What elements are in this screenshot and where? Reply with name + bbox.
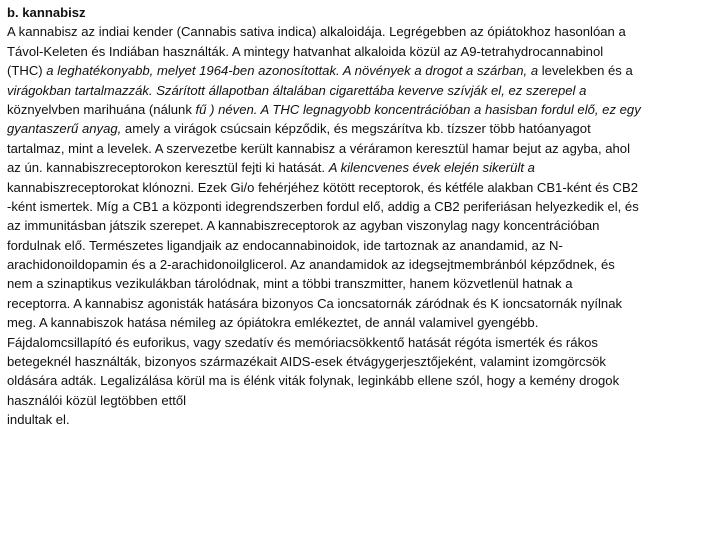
text-run: Fájdalomcsillapító és euforikus, vagy szedatív és memóriacsökkentő hatását régóta ismerték és rákos [7, 334, 598, 350]
text-line [7, 139, 713, 158]
italic-text-run: A kilencvenes évek elején sikerült a [328, 160, 535, 176]
text-run: betegeknél használták, bizonyos származékait AIDS-esek étvágygerjesztőjeként, valamint izomgörcsök [7, 354, 606, 370]
text-line [7, 119, 713, 138]
text-line [7, 333, 713, 352]
text-run: amely a virágok csúcsain képződik, és megszárítva kb. tízszer több hatóanyagot [124, 121, 591, 137]
text-run: fordulnak elő. Természetes ligandjaik az endocannabinoidok, ide tartoznak az anandamid, az N- [7, 237, 563, 253]
text-run: kannabiszreceptorokat klónozni. Ezek Gi/o fehérjéhez kötött receptorok, és kétféle alakban CB1-ként és CB2 [7, 179, 639, 195]
text-line [7, 216, 713, 235]
body-paragraph [7, 22, 713, 429]
text-line [7, 100, 713, 119]
italic-text-run: gyantaszerű anyag, [7, 121, 125, 137]
text-line [7, 352, 713, 371]
text-line [7, 236, 713, 255]
italic-text-run: fű ) néven. A THC legnagyobb koncentrációban a hasisban fordul elő, ez egy [195, 101, 641, 117]
text-line [7, 410, 713, 429]
text-line [7, 22, 713, 41]
text-run: oldására adták. Legalizálása körül ma is élénk viták folynak, leginkább ellene szól, hogy a kemény drogok [7, 373, 620, 389]
text-line [7, 81, 713, 100]
text-line [7, 313, 713, 332]
text-run: A kannabisz az indiai kender (Cannabis sativa indica) alkaloidája. Legrégebben az ópiátokhoz hasonlóan a [7, 24, 626, 40]
text-run: arachidonoildopamin és a 2-arachidonoilglicerol. Az anandamidok az idegsejtmembránból képződnek, és [7, 257, 615, 273]
text-run: indultak el. [7, 412, 70, 428]
text-run: tartalmaz, mint a levelek. A szervezetbe került kannabisz a véráramon keresztül hamar bejut az agyba, ahol [7, 140, 630, 156]
text-run: Távol-Keleten és Indiában használták. A mintegy hatvanhat alkaloida közül az A9-tetrahydrocannabinol [7, 43, 604, 59]
text-line [7, 178, 713, 197]
italic-text-run: virágokban tartalmazzák. Szárított állapotban általában cigarettába keverve szívják el, ez szerepel a [7, 82, 587, 98]
text-run: köznyelvben marihuána (nálunk [7, 101, 196, 117]
text-run: (THC) [7, 63, 47, 79]
document-page [7, 3, 713, 430]
text-run: az ún. kannabiszreceptorokon keresztül fejti ki hatását. [7, 160, 329, 176]
text-run: nem a szinaptikus vezikulákban tárolódnak, mint a többi transzmitter, hanem közvetlenül hatnak a [7, 276, 573, 292]
text-line [7, 61, 713, 80]
text-line [7, 274, 713, 293]
text-line [7, 42, 713, 61]
text-line [7, 294, 713, 313]
section-heading: b. kannabisz [7, 5, 86, 20]
text-line [7, 371, 713, 390]
text-line [7, 391, 713, 410]
italic-text-run: a leghatékonyabb, melyet 1964-ben azonosítottak. A növények a drogot a szárban, a [46, 63, 542, 79]
text-run: meg. A kannabiszok hatása némileg az ópiátokra emlékeztet, de annál valamivel gyengébb. [7, 315, 539, 331]
text-run: az immunitásban játszik szerepet. A kannabiszreceptorok az agyban viszonylag nagy koncentrációban [7, 218, 600, 234]
text-run: használói közül legtöbben ettől [7, 392, 187, 408]
text-run: levelekben és a [541, 63, 633, 79]
text-run: -ként ismertek. Míg a CB1 a központi idegrendszerben fordul elő, addig a CB2 periferiásan helyezkedik el, és [7, 198, 639, 214]
text-line [7, 255, 713, 274]
text-line [7, 158, 713, 177]
text-line [7, 197, 713, 216]
text-run: receptorra. A kannabisz agonisták hatására bizonyos Ca ioncsatornák záródnak és K ioncsatornák nyílnak [7, 295, 623, 311]
